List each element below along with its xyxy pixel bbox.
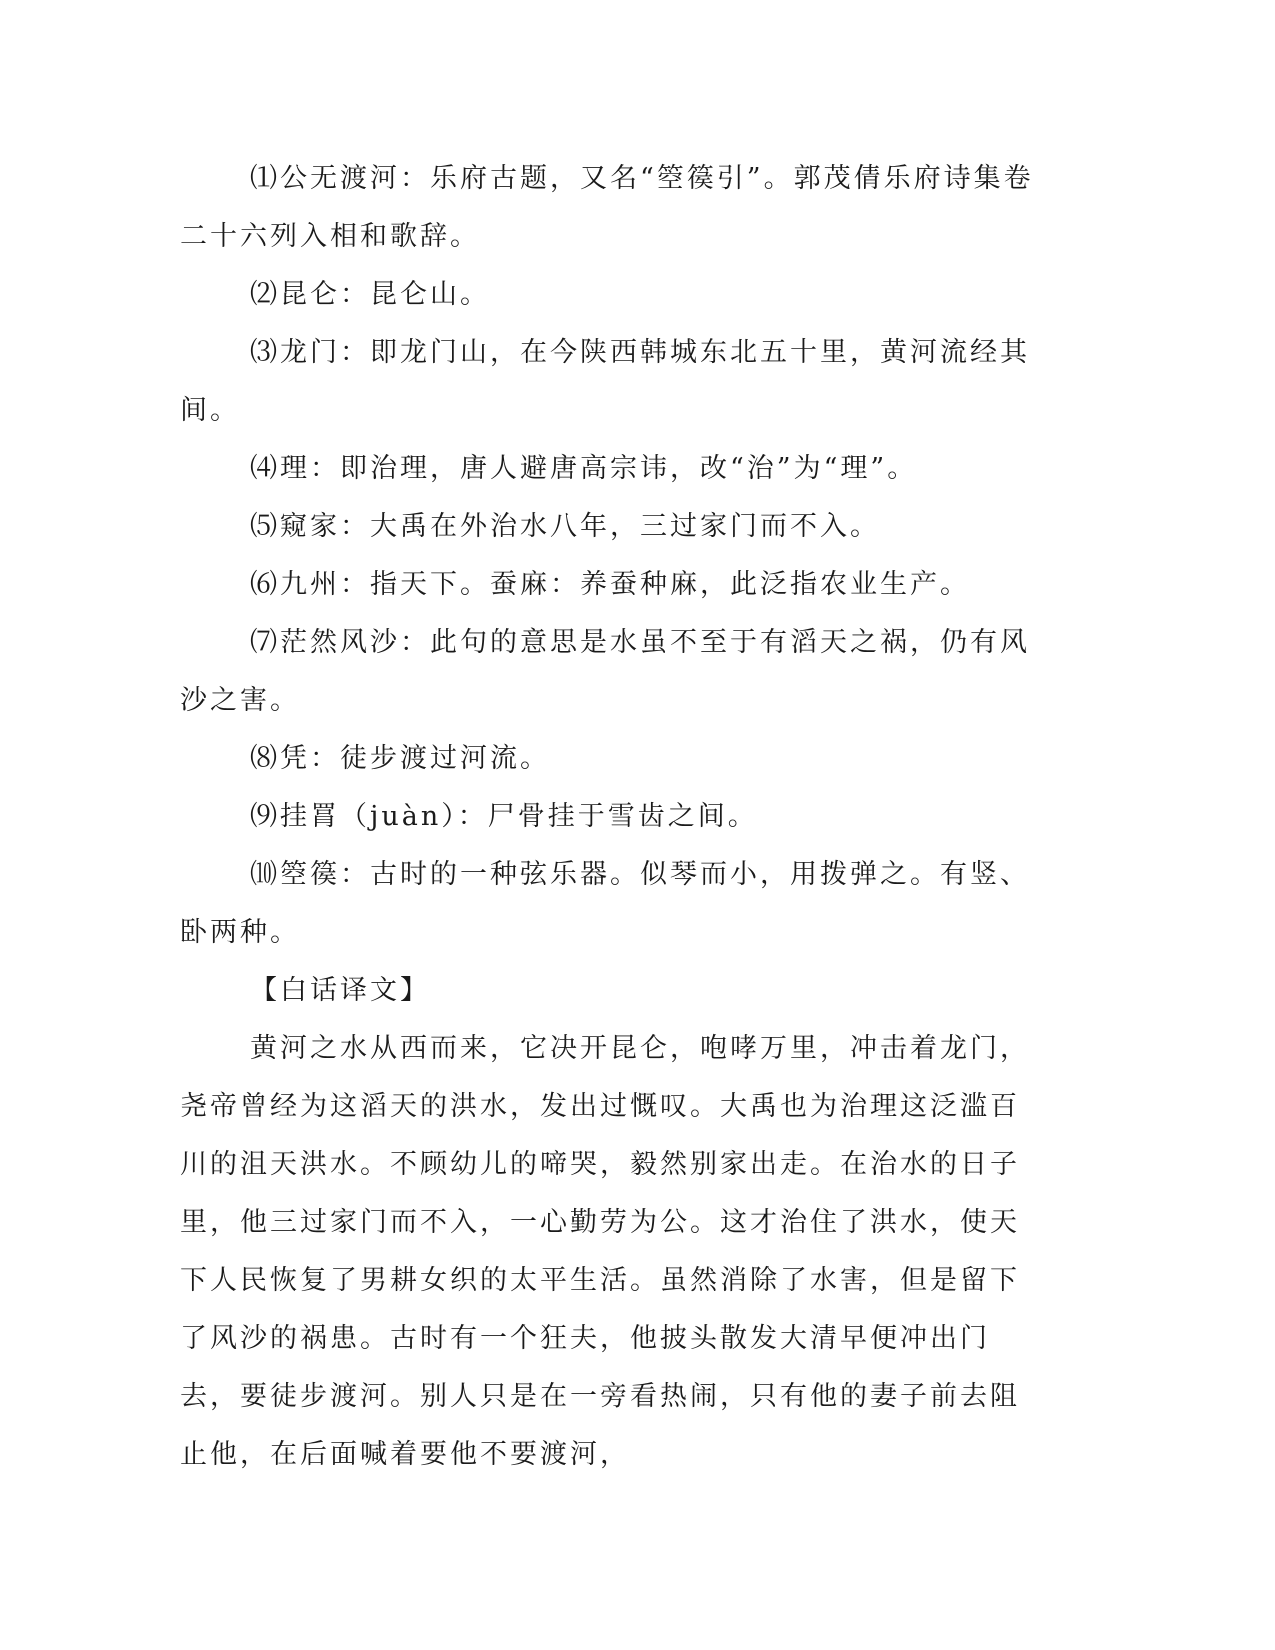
note-4: ⑷理：即治理，唐人避唐高宗讳，改“治”为“理”。 bbox=[250, 453, 918, 484]
note-8: ⑻凭：徒步渡过河流。 bbox=[250, 743, 550, 774]
note-2: ⑵昆仑：昆仑山。 bbox=[250, 279, 490, 310]
note-6: ⑹九州：指天下。蚕麻：养蚕种麻，此泛指农业生产。 bbox=[250, 569, 970, 600]
note-1: ⑴公无渡河：乐府古题，又名“箜篌引”。郭茂倩乐府诗集卷二十六列入相和歌辞。 bbox=[180, 163, 1034, 252]
note-5: ⑸窥家：大禹在外治水八年，三过家门而不入。 bbox=[250, 511, 880, 542]
note-3: ⑶龙门：即龙门山，在今陕西韩城东北五十里，黄河流经其间。 bbox=[180, 337, 1030, 426]
section-heading: 【白话译文】 bbox=[250, 975, 430, 1006]
document-page bbox=[180, 150, 1045, 1484]
note-7: ⑺茫然风沙：此句的意思是水虽不至于有滔天之祸，仍有风沙之害。 bbox=[180, 627, 1030, 716]
note-10: ⑽箜篌：古时的一种弦乐器。似琴而小，用拨弹之。有竖、卧两种。 bbox=[180, 859, 1030, 948]
translation-paragraph: 黄河之水从西而来，它决开昆仑，咆哮万里，冲击着龙门，尧帝曾经为这滔天的洪水，发出过慨叹。大禹也为治理这泛滥百川的沮天洪水。不顾幼儿的啼哭，毅然别家出走。在治水的日子里，他三过家门而不入，一心勤劳为公。这才治住了洪水，使天下人民恢复了男耕女织的太平生活。虽然消除了水害，但是留下了风沙的祸患。古时有一个狂夫，他披头散发大清早便冲出门去，要徒步渡河。别人只是在一旁看热闹，只有他的妻子前去阻止他，在后面喊着要他不要渡河， bbox=[180, 1033, 1030, 1470]
note-9: ⑼挂罥（juàn）：尸骨挂于雪齿之间。 bbox=[250, 801, 758, 832]
